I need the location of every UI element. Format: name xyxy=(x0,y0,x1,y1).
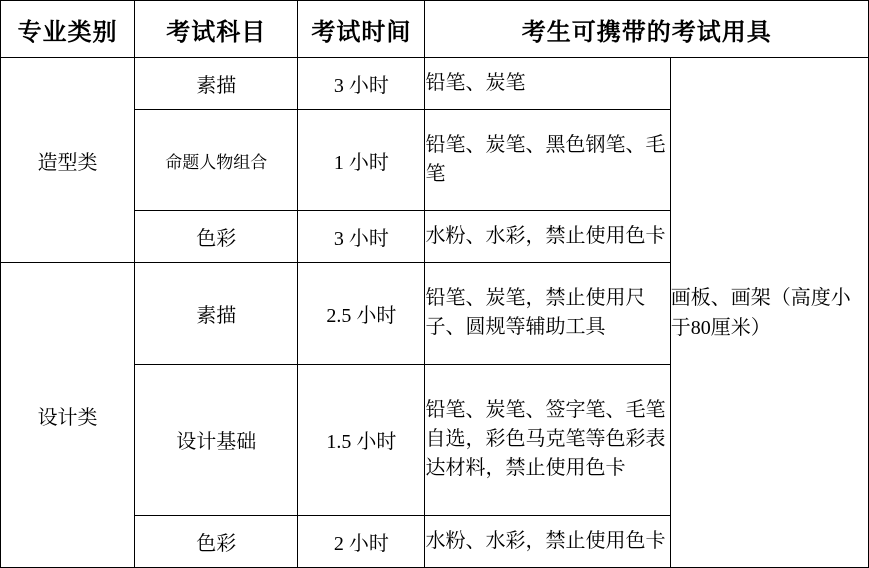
tools-cell: 铅笔、炭笔，禁止使用尺子、圆规等辅助工具 xyxy=(425,263,670,365)
subject-cell: 命题人物组合 xyxy=(135,109,298,211)
time-cell: 2.5 小时 xyxy=(298,263,425,365)
tools-cell: 铅笔、炭笔、签字笔、毛笔自选，彩色马克笔等色彩表达材料，禁止使用色卡 xyxy=(425,364,670,516)
time-cell: 1.5 小时 xyxy=(298,364,425,516)
header-allowed-tools: 考生可携带的考试用具 xyxy=(425,1,869,58)
shared-tools-cell: 画板、画架（高度小于80厘米） xyxy=(670,58,868,568)
header-major-category: 专业类别 xyxy=(1,1,135,58)
header-exam-subject: 考试科目 xyxy=(135,1,298,58)
time-cell: 3 小时 xyxy=(298,58,425,110)
time-cell: 3 小时 xyxy=(298,211,425,263)
tools-cell: 水粉、水彩，禁止使用色卡 xyxy=(425,516,670,568)
tools-cell: 铅笔、炭笔 xyxy=(425,58,670,110)
subject-cell: 素描 xyxy=(135,58,298,110)
category-label-moulding: 造型类 xyxy=(1,58,135,263)
tools-cell: 铅笔、炭笔、黑色钢笔、毛笔 xyxy=(425,109,670,211)
subject-cell: 素描 xyxy=(135,263,298,365)
time-cell: 2 小时 xyxy=(298,516,425,568)
subject-cell: 色彩 xyxy=(135,211,298,263)
table-row xyxy=(1,58,869,110)
category-label-design: 设计类 xyxy=(1,263,135,568)
tools-cell: 水粉、水彩，禁止使用色卡 xyxy=(425,211,670,263)
time-cell: 1 小时 xyxy=(298,109,425,211)
table-header-row xyxy=(1,1,869,58)
subject-cell: 设计基础 xyxy=(135,364,298,516)
subject-cell: 色彩 xyxy=(135,516,298,568)
header-exam-time: 考试时间 xyxy=(298,1,425,58)
